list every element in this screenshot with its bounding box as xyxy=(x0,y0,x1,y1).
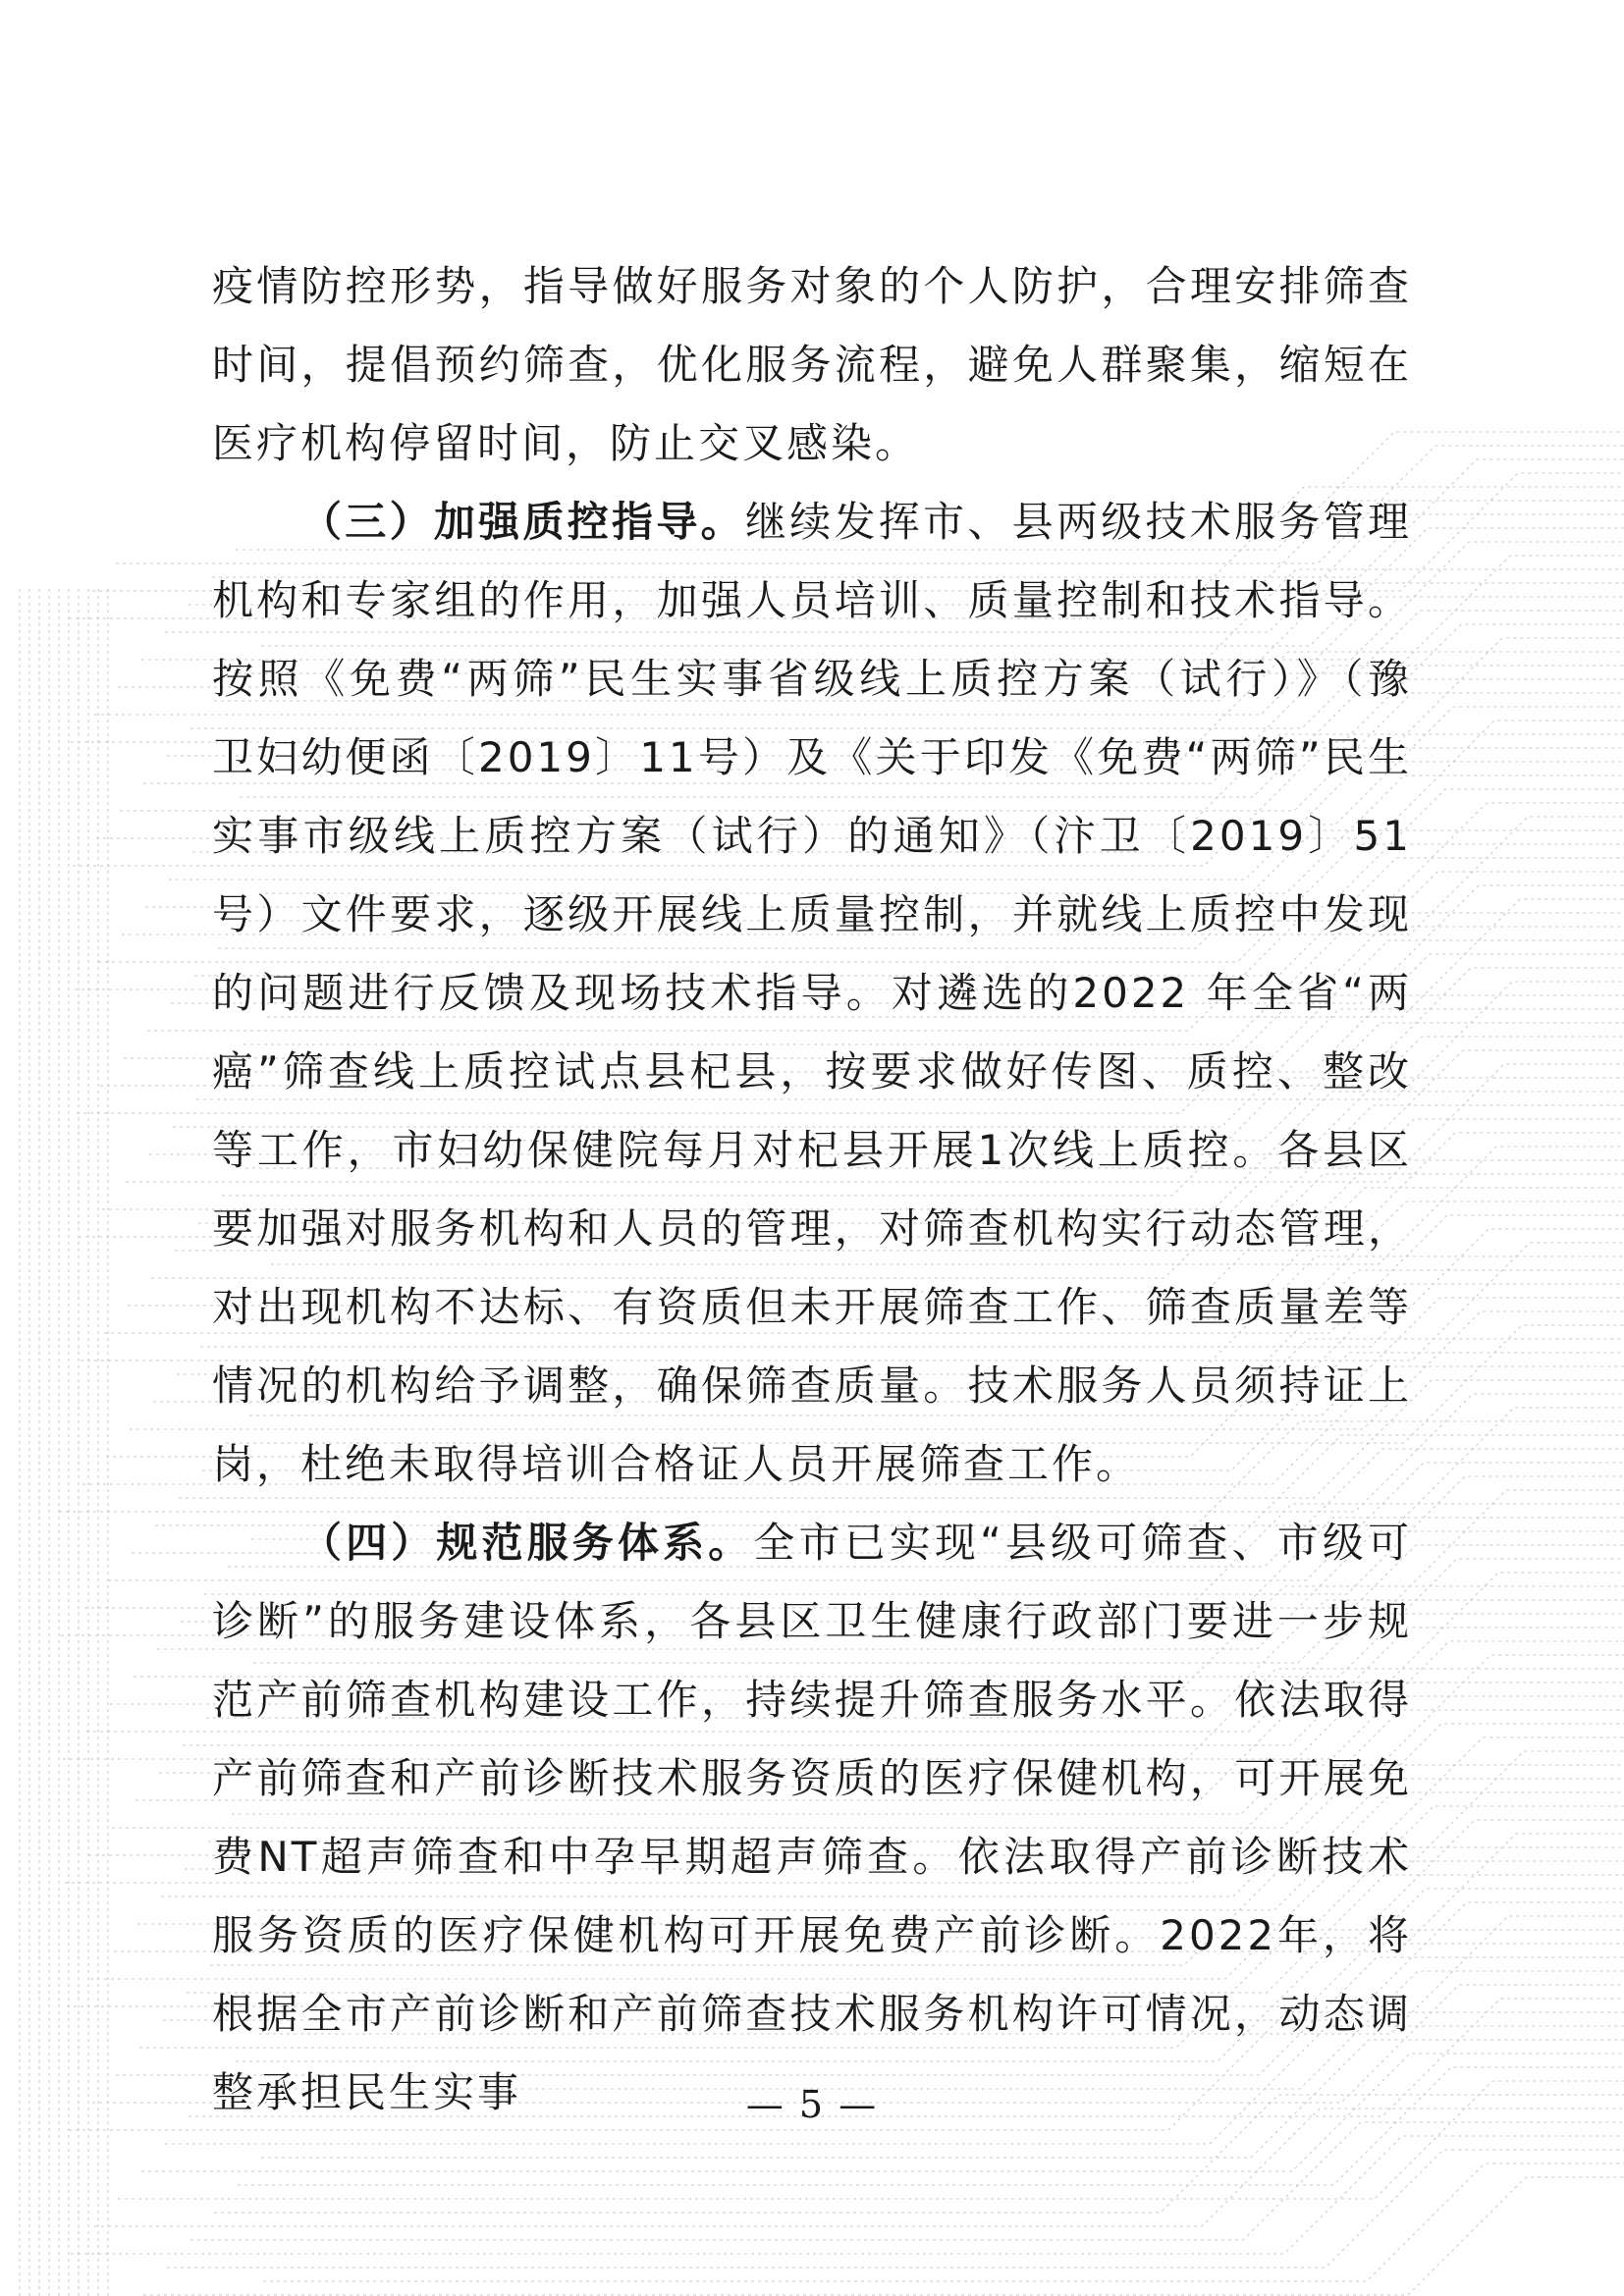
document-body xyxy=(212,247,1412,2132)
section-heading-service-system: （四）规范服务体系。 xyxy=(300,1519,754,1567)
paragraph-1 xyxy=(212,247,1412,483)
watermark-line xyxy=(190,2122,1624,2240)
paragraph-3-text: 全市已实现“县级可筛查、市级可诊断”的服务建设体系，各县区卫生健康行政部门要进一步规范产前筛查机构建设工作，持续提升筛查服务水平。依法取得产前筛查和产前诊断技术服务资质的医疗保健机构，可开展免费NT超声筛查和中孕早期超声筛查。依法取得产前诊断技术服务资质的医疗保健机构可开展免费产前诊断。2022年，将根据全市产前诊断和产前筛查技术服务机构许可情况，动态调整承担民生实事 xyxy=(212,1519,1412,2116)
page-number: — 5 — xyxy=(745,2083,879,2126)
paragraph-3 xyxy=(212,1504,1412,2132)
paragraph-1-text: 疫情防控形势，指导做好服务对象的个人防护，合理安排筛查时间，提倡预约筛查，优化服务流程，避免人群聚集，缩短在医疗机构停留时间，防止交叉感染。 xyxy=(212,262,1412,467)
paragraph-2-text: 继续发挥市、县两级技术服务管理机构和专家组的作用，加强人员培训、质量控制和技术指导。按照《免费“两筛”民生实事省级线上质控方案（试行）》（豫卫妇幼便函〔2019〕11号）及《关于印发《免费“两筛”民生实事市级线上质控方案（试行）的通知》（汴卫〔2019〕51号）文件要求，逐级开展线上质量控制，并就线上质控中发现的问题进行反馈及现场技术指导。对遴选的2022 年全省“两癌”筛查线上质控试点县杞县，按要求做好传图、质控、整改等工作，市妇幼保健院每月对杞县开展1次线上质控。各县区要加强对服务机构和人员的管理，对筛查机构实行动态管理，对出现机构不达标、有资质但未开展筛查工作、筛查质量差等情况的机构给予调整，确保筛查质量。技术服务人员须持证上岗，杜绝未取得培训合格证人员开展筛查工作。 xyxy=(212,498,1412,1488)
watermark-line xyxy=(71,2136,1624,2254)
section-heading-quality-control: （三）加强质控指导。 xyxy=(300,498,745,546)
watermark-line xyxy=(167,2150,1624,2268)
watermark-line xyxy=(263,2163,1624,2281)
paragraph-2 xyxy=(212,483,1412,1504)
watermark-line xyxy=(143,2177,1624,2295)
